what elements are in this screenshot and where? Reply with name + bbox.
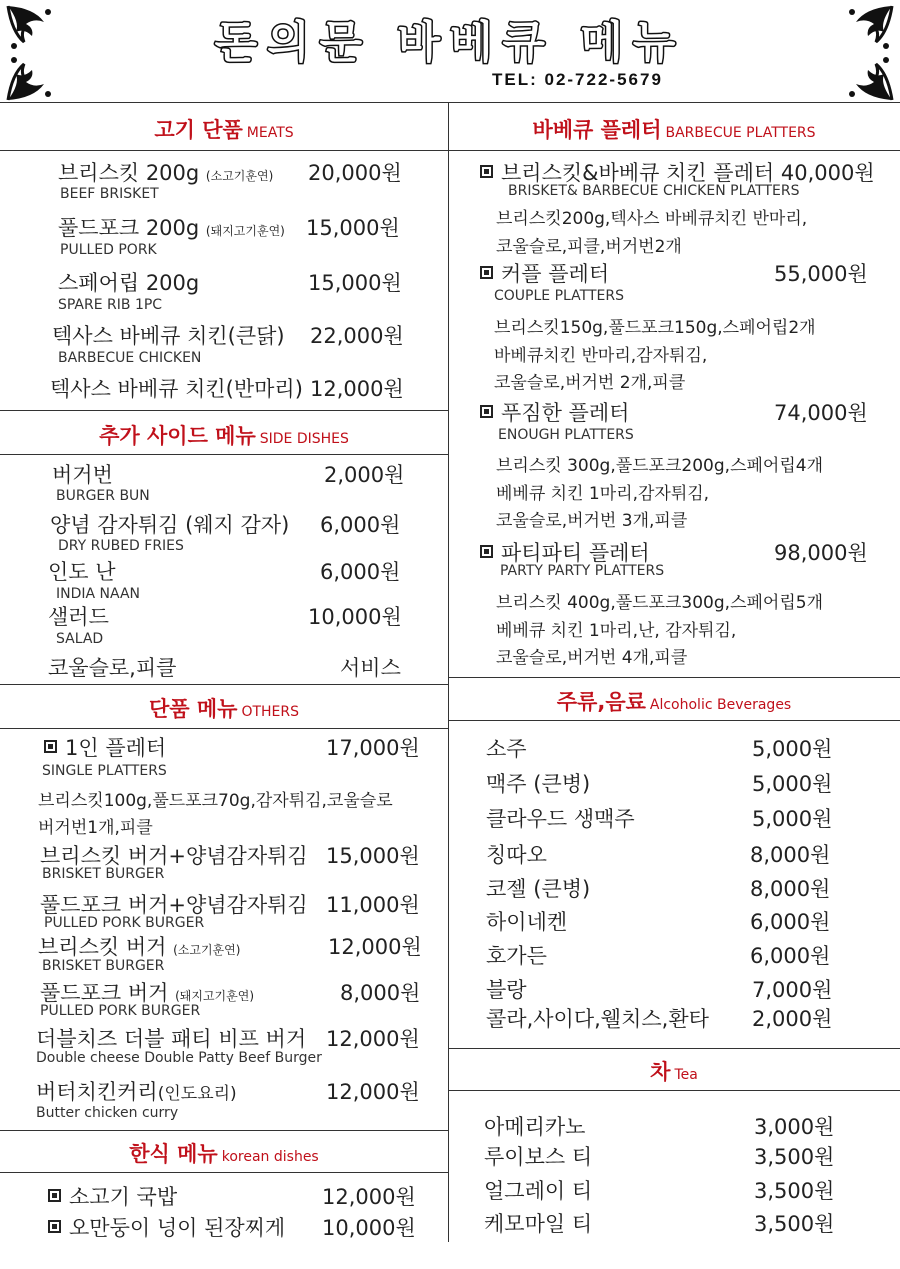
checkbox-icon [480, 545, 493, 558]
menu-item-price: 10,000원 [308, 605, 402, 629]
menu-item-price: 12,000원 [328, 935, 422, 959]
menu-item-name: 풀드포크 버거 (돼지고기훈연) [40, 981, 255, 1005]
menu-item-name: 케모마일 티 [484, 1212, 593, 1236]
menu-item-description: 브리스킷 300g,풀드포크200g,스페어립4개 [496, 456, 823, 476]
checkbox-icon [44, 740, 57, 753]
menu-item-name: 풀드포크 200g (돼지고기훈연) [58, 216, 285, 240]
menu-item-price: 12,000원 [310, 377, 404, 401]
menu-item-name: 얼그레이 티 [484, 1179, 593, 1203]
menu-item-name: 커플 플레터 [480, 258, 609, 288]
menu-item-price: 12,000원 [322, 1185, 416, 1209]
menu-item-description: 바베큐치킨 반마리,감자튀김, [494, 346, 708, 366]
menu-item-name: 코젤 (큰병) [486, 877, 591, 901]
section-header-meats: 고기 단품 MEATS [154, 118, 294, 142]
menu-item-english: PULLED PORK [60, 242, 157, 258]
menu-item-name: 브리스킷 버거+양념감자튀김 [40, 844, 308, 868]
menu-item-english: BRISKET BURGER [42, 866, 165, 882]
menu-item-price: 6,000원 [320, 560, 401, 584]
menu-item-price: 5,000원 [752, 772, 833, 796]
menu-item-price: 12,000원 [326, 1027, 420, 1051]
menu-item-price: 11,000원 [326, 893, 420, 917]
menu-item-description: 코울슬로,버거번 2개,피클 [494, 373, 686, 393]
menu-item-price: 5,000원 [752, 737, 833, 761]
menu-item-description: 코울슬로,버거번 3개,피클 [496, 511, 688, 531]
menu-item-description: 베베큐 치킨 1마리,감자튀김, [496, 484, 710, 504]
menu-item-name: 오만둥이 넝이 된장찌게 [48, 1212, 285, 1242]
menu-item-price: 3,500원 [754, 1212, 835, 1236]
menu-item-name: 텍사스 바베큐 치킨(큰닭) [52, 324, 285, 348]
menu-item-price: 8,000원 [750, 877, 831, 901]
menu-item-english: Double cheese Double Patty Beef Burger [36, 1050, 322, 1066]
menu-item-name: 파티파티 플레터 [480, 537, 650, 567]
menu-item-name: 브리스킷 버거 (소고기훈연) [38, 935, 241, 959]
menu-item-english: BEEF BRISKET [60, 186, 159, 202]
section-header-others: 단품 메뉴 OTHERS [148, 697, 300, 721]
menu-item-name: 인도 난 [48, 560, 116, 584]
menu-item-price: 2,000원 [752, 1007, 833, 1031]
menu-item-price: 15,000원 [308, 271, 402, 295]
menu-item-name: 클라우드 생맥주 [486, 807, 635, 831]
section-header-tea: 차 Tea [650, 1060, 698, 1084]
menu-item-price: 12,000원 [326, 1080, 420, 1104]
menu-item-name: 버터치킨커리(인도요리) [36, 1080, 237, 1104]
menu-item-english: Butter chicken curry [36, 1105, 179, 1121]
menu-item-english: SPARE RIB 1PC [58, 297, 163, 313]
menu-item-price: 6,000원 [320, 513, 401, 537]
menu-item-name: 샐러드 [48, 605, 109, 629]
menu-item-name: 코울슬로,피클 [48, 656, 177, 680]
menu-item-price: 8,000원 [750, 843, 831, 867]
menu-item-english: ENOUGH PLATTERS [498, 427, 634, 443]
menu-item-price: 17,000원 [326, 736, 420, 760]
menu-item-english: SINGLE PLATTERS [42, 763, 167, 779]
menu-item-english: BARBECUE CHICKEN [58, 350, 202, 366]
menu-item-name: 양념 감자튀김 (웨지 감자) [50, 513, 290, 537]
menu-item-english: BURGER BUN [56, 488, 150, 504]
menu-item-price: 8,000원 [340, 981, 421, 1005]
menu-item-english: PULLED PORK BURGER [40, 1003, 201, 1019]
menu-item-name: 맥주 (큰병) [486, 772, 591, 796]
menu-item-english: PARTY PARTY PLATTERS [500, 563, 665, 579]
menu-item-english: PULLED PORK BURGER [44, 915, 205, 931]
menu-item-name: 스페어립 200g [58, 271, 200, 295]
menu-item-name: 푸짐한 플레터 [480, 397, 629, 427]
menu-item-description: 버거번1개,피클 [38, 818, 153, 838]
checkbox-icon [48, 1189, 61, 1202]
menu-item-price: 3,000원 [754, 1115, 835, 1139]
menu-item-price: 서비스 [340, 656, 401, 680]
menu-item-price: 15,000원 [306, 216, 400, 240]
menu-item-name: 브리스킷&바베큐 치킨 플레터 40,000원 [480, 157, 875, 187]
menu-item-price: 3,500원 [754, 1179, 835, 1203]
phone-number: TEL: 02-722-5679 [492, 70, 663, 89]
menu-item-price: 6,000원 [750, 910, 831, 934]
menu-item-description: 브리스킷 400g,풀드포크300g,스페어립5개 [496, 593, 823, 613]
menu-item-price: 98,000원 [774, 541, 868, 565]
menu-item-price: 5,000원 [752, 807, 833, 831]
menu-item-name: 칭따오 [486, 843, 547, 867]
menu-item-price: 55,000원 [774, 262, 868, 286]
menu-item-name: 아메리카노 [484, 1115, 586, 1139]
section-header-korean: 한식 메뉴 korean dishes [129, 1142, 319, 1166]
menu-item-english: DRY RUBED FRIES [58, 538, 184, 554]
menu-item-english: INDIA NAAN [56, 586, 141, 602]
checkbox-icon [480, 266, 493, 279]
menu-item-price: 10,000원 [322, 1216, 416, 1240]
menu-item-price: 3,500원 [754, 1145, 835, 1169]
section-header-platters: 바베큐 플레터 BARBECUE PLATTERS [532, 118, 816, 142]
menu-item-name: 1인 플레터 [44, 732, 166, 762]
menu-item-description: 코울슬로,버거번 4개,피클 [496, 648, 688, 668]
menu-item-price: 74,000원 [774, 401, 868, 425]
checkbox-icon [480, 165, 493, 178]
menu-item-english: BRISKET BURGER [42, 958, 165, 974]
menu-item-description: 코울슬로,피클,버거번2개 [496, 237, 682, 257]
menu-item-description: 브리스킷150g,풀드포크150g,스페어립2개 [494, 318, 816, 338]
menu-item-price: 15,000원 [326, 844, 420, 868]
menu-item-name: 소고기 국밥 [48, 1181, 177, 1211]
menu-item-name: 콜라,사이다,웰치스,환타 [486, 1007, 709, 1031]
menu-item-description: 브리스킷100g,풀드포크70g,감자튀김,코울슬로 [38, 791, 393, 811]
menu-item-price: 6,000원 [750, 944, 831, 968]
section-header-drinks: 주류,음료 Alcoholic Beverages [556, 690, 792, 714]
menu-item-english: BRISKET& BARBECUE CHICKEN PLATTERS [508, 183, 800, 199]
menu-item-name: 풀드포크 버거+양념감자튀김 [40, 893, 308, 917]
section-header-sides: 추가 사이드 메뉴 SIDE DISHES [99, 424, 349, 448]
menu-item-english: SALAD [56, 631, 104, 647]
menu-item-description: 브리스킷200g,텍사스 바베큐치킨 반마리, [496, 209, 808, 229]
menu-item-name: 하이네켄 [486, 910, 568, 934]
checkbox-icon [48, 1220, 61, 1233]
page-title: 돈의문 바베큐 메뉴 [214, 17, 686, 68]
menu-item-name: 버거번 [52, 463, 113, 487]
menu-item-name: 블랑 [486, 978, 527, 1002]
menu-item-name: 더블치즈 더블 패티 비프 버거 [36, 1027, 307, 1051]
menu-item-description: 베베큐 치킨 1마리,난, 감자튀김, [496, 621, 737, 641]
menu-item-english: COUPLE PLATTERS [494, 288, 624, 304]
menu-item-name: 텍사스 바베큐 치킨(반마리) [50, 377, 303, 401]
menu-item-price: 7,000원 [752, 978, 833, 1002]
menu-item-price: 2,000원 [324, 463, 405, 487]
menu-item-price: 20,000원 [308, 161, 402, 185]
menu-item-price: 22,000원 [310, 324, 404, 348]
checkbox-icon [480, 405, 493, 418]
menu-item-name: 호가든 [486, 944, 547, 968]
menu-item-name: 루이보스 티 [484, 1145, 593, 1169]
menu-item-name: 소주 [486, 737, 527, 761]
menu-item-name: 브리스킷 200g (소고기훈연) [58, 161, 274, 185]
